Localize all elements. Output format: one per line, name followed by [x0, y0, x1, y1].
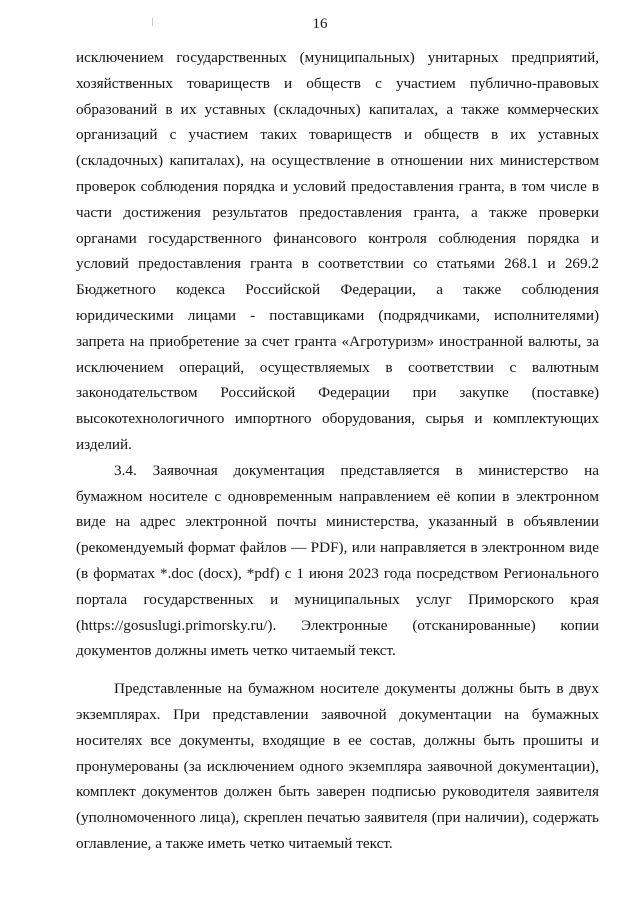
text-line: изделий. [76, 435, 132, 453]
text-line: (рекомендуемый формат файлов — PDF), или направляется в электронном виде [76, 539, 599, 557]
text-line: законодательством Российской Федерации при закупке (поставке) [76, 384, 599, 402]
text-line: хозяйственных товариществ и обществ с участием публично-правовых [76, 74, 599, 92]
text-line: документов должны иметь четко читаемый текст. [76, 642, 396, 660]
text-line: юридическими лицами - поставщиками (подрядчиками, исполнителями) [76, 306, 599, 324]
text-line: исключением государственных (муниципальных) унитарных предприятий, [76, 49, 599, 66]
text-line: портала государственных и муниципальных услуг Приморского края [76, 590, 599, 608]
text-line: условий предоставления гранта в соответствии со статьями 268.1 и 269.2 [76, 255, 599, 273]
text-line: Представленные на бумажном носителе документы должны быть в двух [114, 680, 599, 698]
text-line: части достижения результатов предоставления гранта, а также проверки [76, 203, 599, 221]
text-line: проверок соблюдения порядка и условий предоставления гранта, в том числе в [76, 177, 599, 195]
text-line: пронумерованы (за исключением одного экземпляра заявочной документации), [76, 757, 599, 775]
text-line: высокотехнологичного импортного оборудования, сырья и комплектующих [76, 410, 599, 428]
text-line: носителях все документы, входящие в ее состав, должны быть прошиты и [76, 731, 599, 749]
paragraph-paper-copies [76, 676, 599, 857]
body-text [76, 45, 599, 857]
page-number: 16 [312, 16, 328, 32]
text-line: бумажном носителе с одновременным направлением её копии в электронном [76, 487, 599, 505]
text-line: комплект документов должен быть заверен подписью руководителя заявителя [76, 783, 599, 801]
text-line: организаций с участием таких товариществ и обществ в их уставных [76, 126, 599, 144]
paragraph-application-docs [76, 458, 599, 664]
text-line: 3.4. Заявочная документация представляется в министерство на [114, 461, 599, 479]
paragraph-conditions [76, 45, 599, 458]
text-line: органами государственного финансового контроля соблюдения порядка и [76, 229, 599, 247]
text-line: виде на адрес электронной почты министерства, указанный в объявлении [76, 513, 599, 531]
text-line: (в форматах *.doc (docx), *pdf) с 1 июня 2023 года посредством Регионального [76, 564, 599, 582]
text-line: (уполномоченного лица), скреплен печатью заявителя (при наличии), содержать [76, 809, 599, 827]
text-line: экземплярах. При представлении заявочной документации на бумажных [76, 705, 599, 723]
text-line: исключением операций, осуществляемых в соответствии с валютным [76, 358, 599, 376]
text-line: (складочных) капиталах), на осуществление в отношении них министерством [76, 152, 599, 170]
text-line: образований в их уставных (складочных) капиталах, а также коммерческих [76, 100, 599, 118]
paragraph-spacer [76, 664, 599, 676]
text-line: оглавление, а также иметь четко читаемый текст. [76, 834, 393, 852]
text-line: (https://gosuslugi.primorsky.ru/). Электронные (отсканированные) копии [76, 616, 599, 634]
text-line: Бюджетного кодекса Российской Федерации, а также соблюдения [76, 281, 599, 299]
text-line: запрета на приобретение за счет гранта «Агротуризм» иностранной валюты, за [76, 332, 599, 350]
